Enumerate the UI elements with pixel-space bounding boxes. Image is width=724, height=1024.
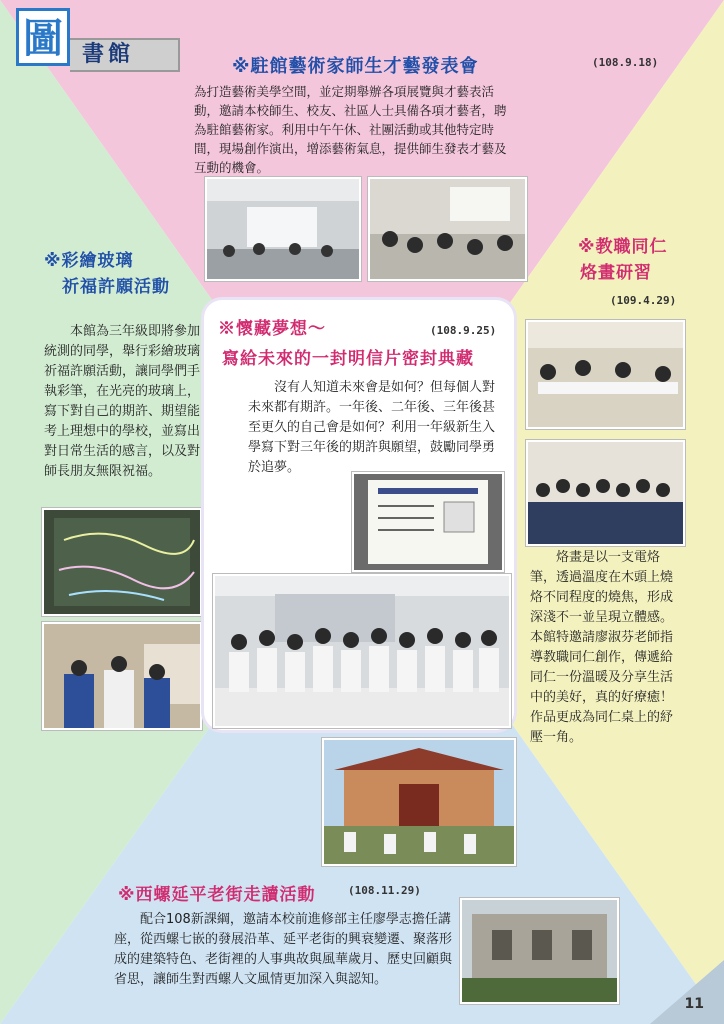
right-section-date: (109.4.29) xyxy=(610,294,677,307)
top-section-title: ※駐館藝術家師生才藝發表會 xyxy=(232,56,479,77)
bottom-photo-temple xyxy=(322,738,516,866)
top-photo-audience xyxy=(368,177,527,281)
center-section-date: (108.9.25) xyxy=(430,324,497,337)
center-section-title-1: ※懷藏夢想～ xyxy=(218,319,326,339)
page-number: 11 xyxy=(684,996,704,1012)
top-section-body: 為打造藝術美學空間，並定期舉辦各項展覽與才藝表活動，邀請本校師生、校友、社區人士具備各項才藝者，聘為駐館藝術家。利用中午午休、社團活動或其他特定時間，現場創作演出，增添藝術氣息，提供師生發表才藝及互動的機會。 xyxy=(194,84,507,175)
left-section-body: 本館為三年級即將參加統測的同學，舉行彩繪玻璃祈福許願活動，讓同學們手執彩筆，在光亮的玻璃上，寫下對自己的期許、期望能考上理想中的學校，並寫出對日常生活的感言，以及對師長朋友無限祝福。 xyxy=(44,324,201,479)
center-section-body: 沒有人知道未來會是如何？但每個人對未來都有期許。一年後、二年後、三年後甚至更久的自己會是如何？利用一年級新生入學寫下對三年後的期許與願望，鼓勵同學勇於追夢。 xyxy=(248,380,496,475)
top-section-date: (108.9.18) xyxy=(592,56,659,69)
top-photo-performance xyxy=(205,177,361,281)
center-section-title-2: 寫給未來的一封明信片密封典藏 xyxy=(222,349,474,369)
center-photo-postcard xyxy=(352,472,504,572)
left-photo-students xyxy=(42,622,202,730)
left-section-title-1: ※彩繪玻璃 xyxy=(44,251,134,271)
left-photo-glass xyxy=(42,508,202,616)
left-section-title-2: 祈福許願活動 xyxy=(62,277,170,297)
right-section-title-2: 烙畫研習 xyxy=(580,263,652,283)
bottom-section-body: 配合108新課綱，邀請本校前進修部主任廖學志擔任講座，從西螺七嵌的發展沿革、延平老街的興衰變遷、聚落形成的建築特色、老街裡的人事典故與風華歲月、歷史回顧與省思，讓師生對西螺人文風情更加深入與認知。 xyxy=(114,912,453,987)
bottom-section-date: (108.11.29) xyxy=(348,884,421,897)
library-logo-label: 書館 xyxy=(70,38,180,72)
right-section-body: 烙畫是以一支電烙筆，透過溫度在木頭上燒烙不同程度的燒焦，形成深淺不一並呈現立體感。本館特邀請廖淑芬老師指導教職同仁創作，傳遞給同仁一份溫暖及分享生活中的美好，真的好療癒！作品更成為同仁桌上的紓壓一角。 xyxy=(530,550,674,745)
bottom-section-title: ※西螺延平老街走讀活動 xyxy=(118,885,316,905)
right-photo-group xyxy=(526,440,685,546)
right-section-title-1: ※教職同仁 xyxy=(578,237,668,257)
right-photo-workshop xyxy=(526,320,685,429)
bottom-photo-oldstreet xyxy=(460,898,619,1004)
library-logo-icon: 圖 xyxy=(16,8,70,66)
center-photo-class xyxy=(213,574,511,728)
